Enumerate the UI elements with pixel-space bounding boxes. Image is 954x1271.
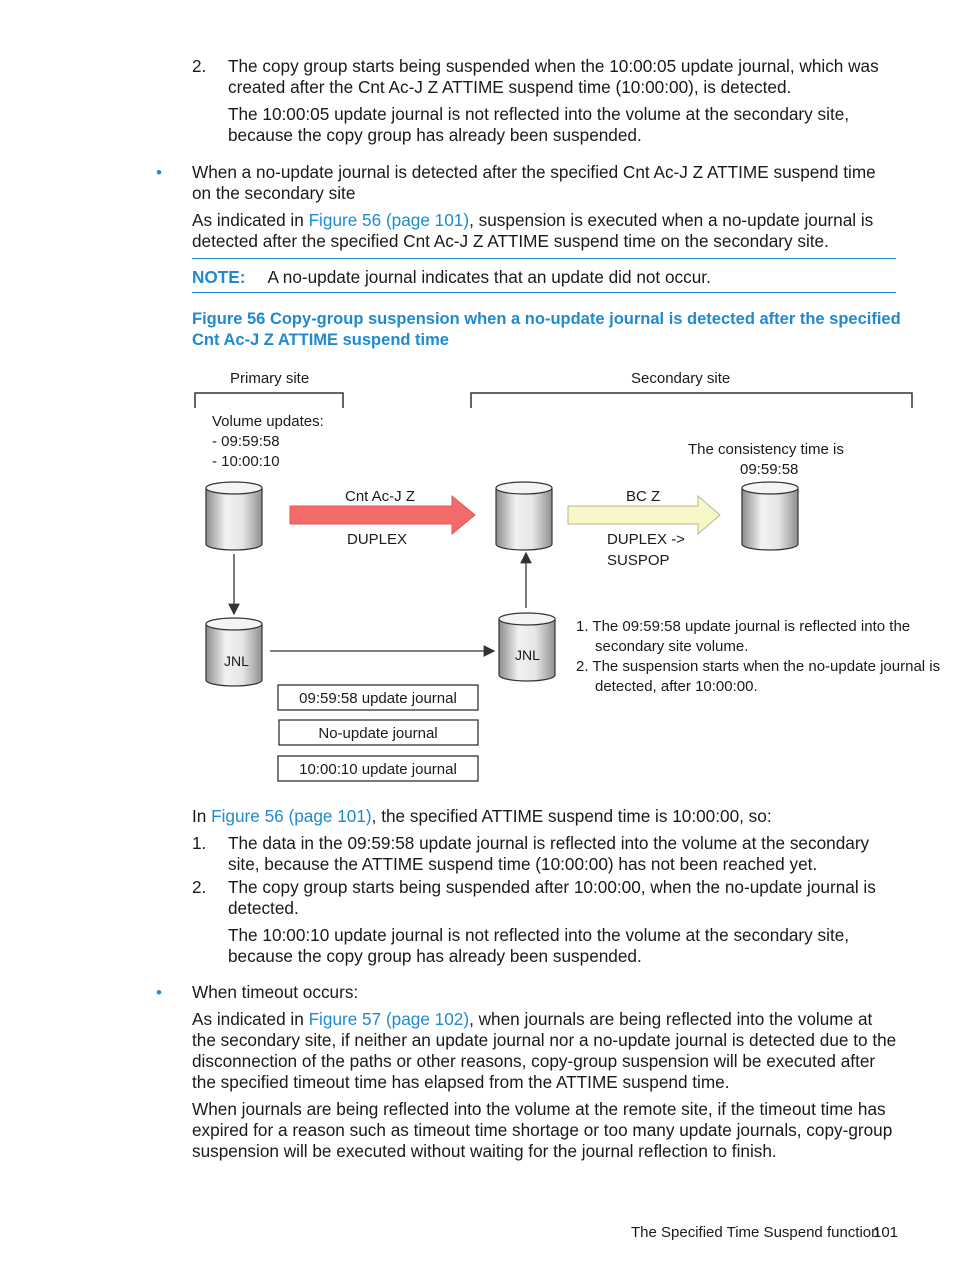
primary-jnl-label: JNL [224,653,249,669]
step-text: 1. The 09:59:58 update journal is reflected into the [576,618,911,635]
note-label: NOTE: [192,267,246,287]
step-text: detected, after 10:00:00. [595,678,758,695]
step-text: 2. The suspension starts when the no-update journal is [576,658,941,675]
bc-volume-cylinder [742,482,798,550]
secondary-volume-cylinder [496,482,552,550]
bc-z-label: BC Z [626,488,661,505]
journal-box-label: 09:59:58 update journal [299,690,457,707]
note [192,267,898,288]
figure-link[interactable]: Figure 56 (page 101) [211,806,372,826]
list-item-subtext: The 10:00:10 update journal is not reflected into the volume at the secondary site, because the copy group has already been suspended. [228,925,850,966]
list-item-text: The copy group starts being suspended after 10:00:00, when the no-update journal is detected. [228,877,876,918]
page-number: 101 [873,1224,899,1241]
secondary-site-label: Secondary site [631,370,731,387]
bullet-heading: When timeout occurs: [192,982,359,1002]
primary-volume-cylinder [206,482,262,550]
consistency-time-value: 09:59:58 [740,461,799,478]
secondary-jnl-label: JNL [515,647,540,663]
bullet-marker: • [156,163,162,182]
bc-z-state: SUSPOP [607,552,670,569]
footer-section-title: The Specified Time Suspend function [631,1224,880,1241]
bullet-marker: • [156,983,162,1002]
step-text: secondary site volume. [595,638,749,655]
journal-box-label: No-update journal [318,725,438,742]
figure-intro [192,806,898,827]
list-number: 1. [192,833,207,853]
volume-updates-header: Volume updates: [212,413,324,430]
list-number: 2. [192,877,207,897]
para-text: , suspension is executed when a no-update journal is detected after the specified Cnt Ac-J Z ATTIME suspend time on the secondary site. [192,210,874,251]
list-item-text: The copy group starts being suspended when the 10:00:05 update journal, which was created after the Cnt Ac-J Z ATTIME suspend time (10:00:00), is detected. [228,56,879,97]
para-text: , when journals are being reflected into the volume at the secondary site, if neither an update journal nor a no-update journal is detected due to the disconnection of the paths or other reasons, copy-group suspension will be executed after the specified timeout time has elapsed from the ATTIME suspend time. [192,1009,897,1092]
list-item-subtext: The 10:00:05 update journal is not reflected into the volume at the secondary site, because the copy group has already been suspended. [228,104,850,145]
cnt-acj-label: Cnt Ac-J Z [345,488,416,505]
figure-link[interactable]: Figure 57 (page 102) [308,1009,470,1029]
para-text: As indicated in [192,210,309,230]
bullet-paragraph [192,210,898,252]
note-text: A no-update journal indicates that an update did not occur. [267,267,711,287]
figure-link[interactable]: Figure 56 (page 101) [308,210,470,230]
figure-diagram [190,360,954,790]
bullet-paragraph: When journals are being reflected into the volume at the remote site, if the timeout time has expired for a reason such as timeout time shortage or too many update journals, copy-group suspension will be executed without waiting for the journal reflection to finish. [192,1099,893,1161]
bc-z-state: DUPLEX -> [607,531,685,548]
note-bottom-rule [192,292,896,293]
volume-update-item: - 09:59:58 [212,433,280,450]
volume-update-item: - 10:00:10 [212,453,280,470]
primary-jnl-cylinder [206,618,262,686]
cnt-acj-state: DUPLEX [347,531,408,548]
list-item-text: The data in the 09:59:58 update journal is reflected into the volume at the secondary site, because the ATTIME suspend time (10:00:00) has not been reached yet. [228,833,870,874]
consistency-time-line1: The consistency time is [688,441,844,458]
note-top-rule [192,258,896,259]
para-text: In [192,806,212,826]
list-number: 2. [192,56,207,76]
figure-title: Figure 56 Copy-group suspension when a no-update journal is detected after the specified Cnt Ac-J Z ATTIME suspend time [192,310,901,349]
para-text: , the specified ATTIME suspend time is 10:00:00, so: [371,806,772,826]
bullet-heading: When a no-update journal is detected after the specified Cnt Ac-J Z ATTIME suspend time on the secondary site [192,162,876,203]
bullet-paragraph [192,1009,898,1093]
para-text: As indicated in [192,1009,309,1029]
journal-box-label: 10:00:10 update journal [299,761,457,778]
primary-site-label: Primary site [230,370,310,387]
